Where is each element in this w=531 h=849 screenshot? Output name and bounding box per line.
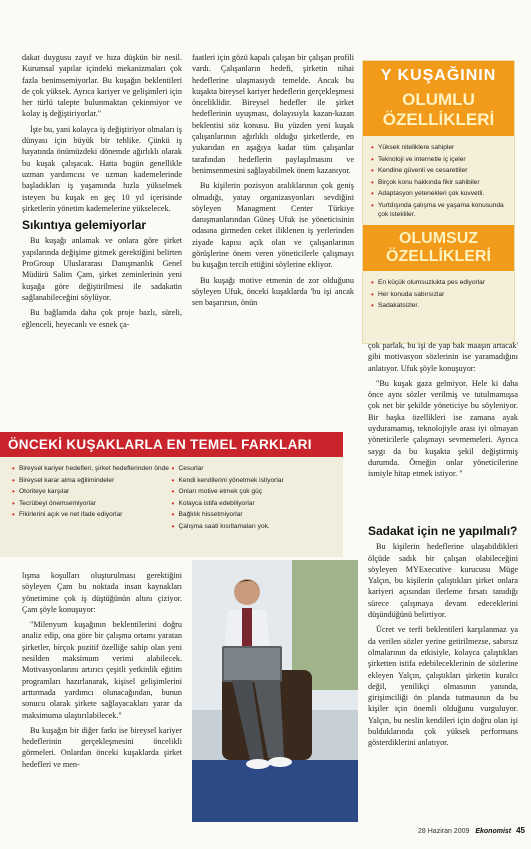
differences-list-right: [172, 465, 332, 535]
list-item: • Sadakatsizler.: [371, 302, 508, 311]
list-item: • Fikirlerini açık ve net ifade ediyorlar: [12, 511, 172, 520]
paragraph: Bu kuşağın bir diğer farkı ise bireysel kariyer hedeflerinin gerçekleşmesini öncelikli görmeleri. Onlardan önceki kuşaklarda şirket hedefleri ve men-: [22, 725, 182, 769]
article-column-1: [22, 52, 182, 334]
list-item: • Bireysel kariyer hedefleri, şirket hedeflerinden önde: [12, 465, 172, 474]
list-item: • En küçük olumsuzlukta pes ediyorlar: [371, 279, 508, 288]
list-item: • Otoriteye karşılar: [12, 488, 172, 497]
article-column-1-lower: [22, 570, 182, 774]
paragraph: çok parlak, bu işi de yap bak maaşın artacak' gibi motivasyon sözlerinin ise yaramadığını anlatıyor. Ufuk şöyle konuşuyor:: [368, 341, 518, 373]
paragraph: "Milenyum kuşağının beklentilerini doğru analiz edip, ona göre bir çalışma ortamı yaratan şirketler, birçok pozitif özelliğe sahip olan yeni nesilden maksimum verimi alabilecek. Motivasyonlarını artırıcı çeşitli yetkinlik eğitim programları hazırlanarak, kişisel gelişimlerini arttırmada yardımcı olunacağından, bunun sonucu olarak şirkete sağlayacakları yarar da maksimuma ulaştırılabilecek.": [22, 620, 182, 720]
differences-title: ÖNCEKİ KUŞAKLARLA EN TEMEL FARKLARI: [0, 432, 343, 457]
article-column-3-lower: [368, 520, 518, 753]
paragraph: dakat duygusu zayıf ve hıza düşkün bir nesil. Kurumsal yapılar içindeki mekanizmaları çok fazla benimsemiyorlar. Bu kuşağın beklentileri de çok yüksek. Ayrıca kariyer ve gelişimleri için her türlü talepte bulunmaktan çekinmiyor ve kolay iş değiştiriyorlar.": [22, 53, 182, 119]
list-item: • Tecrübeyi önemsemiyorlar: [12, 500, 172, 509]
differences-box: [0, 432, 343, 557]
list-item: • Cesurlar: [172, 465, 332, 474]
paragraph: Bu kişilerin pozisyon aralıklarının çok geniş olmadığı, yatay organizasyonları sevdiğini söyleyen Managment Center Türkiye danışmanlarından Güneş Ufuk ise yöneticisinin odasına girmeden ceket iliklenen iş yerlerinden ziyade kapısı açık olan ve çalışanlarının görüşlerine önem veren yöneticilerle çalışmayı bu kuşağın tercih ettiğini söylerine ekliyor.: [192, 181, 354, 270]
list-item: • Adaptasyon yetenekleri çok kuvvetli.: [371, 190, 508, 199]
section-heading: Sıkıntıya gelemiyorlar: [22, 218, 147, 233]
list-item: • Kendi kendilerini yönetmek istiyorlar: [172, 477, 332, 486]
negative-traits-list: [363, 279, 514, 311]
page-footer: [380, 826, 525, 835]
paragraph: Ücret ve terfi beklentileri karşılanmaz ya da verilen sözler yerine getirilmezse, sabırsız olmalarının da etkisiyle, kolayca çalıştıkları şirketten istifa edebileceklerinin de sözlerine ekleyen Yalçın, çalıştıkları şirketin kuralcı değil, yenilikçi olmasının yanında, girişimciliği ön planda tutmasının da bu kişiler için önemli olduğunu vurguluyor. Yalçın, bu neslin kendileri için doğru olan işi bulduklarında çok yüksek performans gösterdiklerini anlatıyor.: [368, 625, 518, 748]
article-column-2: [192, 52, 354, 313]
section-heading: Sadakat için ne yapılmalı?: [368, 524, 518, 538]
paragraph: Bu kuşağı anlamak ve onlara göre şirket yapılarında değişime gitmek gerektiğini belirten ProGroup Uluslararası Danışmanlık Genel Müdürü Salim Çam, şirket zeminlerinin yeni kuşağa göre değiştirilmesi ile sadakatin sağlanabileceğini söylüyor.: [22, 236, 182, 302]
paragraph: "Bu kuşak gaza gelmiyor. Hele ki daha önce aynı sözler verilmiş ve tutulmamışsa çok net bir şekilde yöneticiye bu söyleniyor. Bir başka özellikleri ise zamana ayak uyduramamış, teknolojiyle arası iyi olmayan yöneticilerle çalışmayı sevmemeleri. Ayrıca saygı da bu kuşakta şekil değiştirmiş durumda. Örneğin onlar yöneticilerine ismiyle hitap etmek istiyor. ": [368, 378, 518, 479]
sidebar-subtitle-negative: OLUMSUZ ÖZELLİKLERİ: [363, 225, 514, 271]
sidebar-subtitle-positive: OLUMLU ÖZELLİKLERİ: [363, 88, 514, 136]
positive-traits-list: [363, 144, 514, 219]
list-item: • Her konuda sabırsızlar: [371, 291, 508, 300]
list-item: • Kendine güvenli ve cesaretliler: [371, 167, 508, 176]
list-item: • Bireysel karar alma eğilimindeler: [12, 477, 172, 486]
differences-list-left: [12, 465, 172, 535]
paragraph: faatleri için gözü kapalı çalışan bir çalışan profili vardı. Çalışanların hedefi, şirketin nihai hedeflerine ulaşmasıydı temelde. Ancak bu kuşakta bireysel kariyer hedeflerin gerçekleşmesi önceliklidir. Bireysel hedefler ile şirket hedeflerinin uyuşması, dolayısıyla kazan-kazan beklentisi söz konusu. Bu yüzden yeni kuşak çalışanlarının ağırlıklı olduğu şirketlerde, en yukarıdan en aşağıya kadar tüm çalışanlar tarafından hedeflerin paylaşılmasını ve benimsenmesini sağlayabilmek önem kazanıyor.: [192, 53, 354, 175]
list-item: • Onları motive etmek çok güç: [172, 488, 332, 497]
paragraph: Bu kişilerin hedeflerine ulaşabildikleri ölçüde sadık bir çalışan olabileceğini söyleyen MYExecutive kurucusu Müge Yalçın, bu kişilerin çalıştıkları şirket onlara kariyeri açısından ilerleme fırsatı tanıdığı sürece çalışmaya devam edeceklerini düşündüğünü belirtiyor.: [368, 542, 518, 620]
sidebar-title: Y KUŞAĞININ: [363, 61, 514, 88]
list-item: • Yüksek niteliklere sahipler: [371, 144, 508, 153]
list-item: • Birçok konu hakkında fikir sahibiler: [371, 179, 508, 188]
list-item: • Çalışma saati kısıtlamaları yok.: [172, 523, 332, 532]
y-generation-sidebar: [362, 60, 515, 344]
paragraph: İşte bu, yani kolayca iş değiştiriyor olmaları iş dünyası için büyük bir tehlike. Çünkü iş hayatında önümüzdeki dönemde ağırlıklı olarak bu kuşak çalışacak. Hatta bugün genellikle uzman yardımcısı ve uzman kademelerinde başladıkları iş yaşamında hızla yükselmek isteyen bu kuşak en geç 10 yıl içerisinde şirketlerin yönetim kademelerine yükselecek.: [22, 124, 182, 213]
paragraph: Bu bağlamda daha çok proje bazlı, süreli, eğlenceli, heyecanlı ve esnek ça-: [22, 308, 182, 329]
list-item: • Yurtdışında çalışma ve yaşama konusunda çok istekliler.: [371, 202, 508, 219]
paragraph: Bu kuşağı motive etmenin de zor olduğunu söyleyen Ufuk, önceki kuşaklarda 'bu işi ancak sen başarırsın, önün: [192, 275, 354, 308]
article-column-3: [368, 340, 518, 484]
list-item: • Kolayca istifa edebiliyorlar: [172, 500, 332, 509]
page-number: 45: [516, 826, 525, 835]
list-item: • Teknoloji ve internetle iç içeler: [371, 156, 508, 165]
man-with-laptop-photo: [192, 560, 358, 822]
list-item: • Bağlılık hissetmiyorlar: [172, 511, 332, 520]
photo-illustration: [192, 560, 358, 822]
paragraph: lışma koşulları oluşturulması gerektiğini söyleyen Çam bu noktada insan kaynakları yönetimine çok iş düştüğünün altını çiziyor. Çam şöyle konuşuyor:: [22, 571, 182, 614]
magazine-name: Ekonomist: [475, 828, 512, 835]
issue-date: 28 Haziran 2009: [418, 828, 470, 835]
